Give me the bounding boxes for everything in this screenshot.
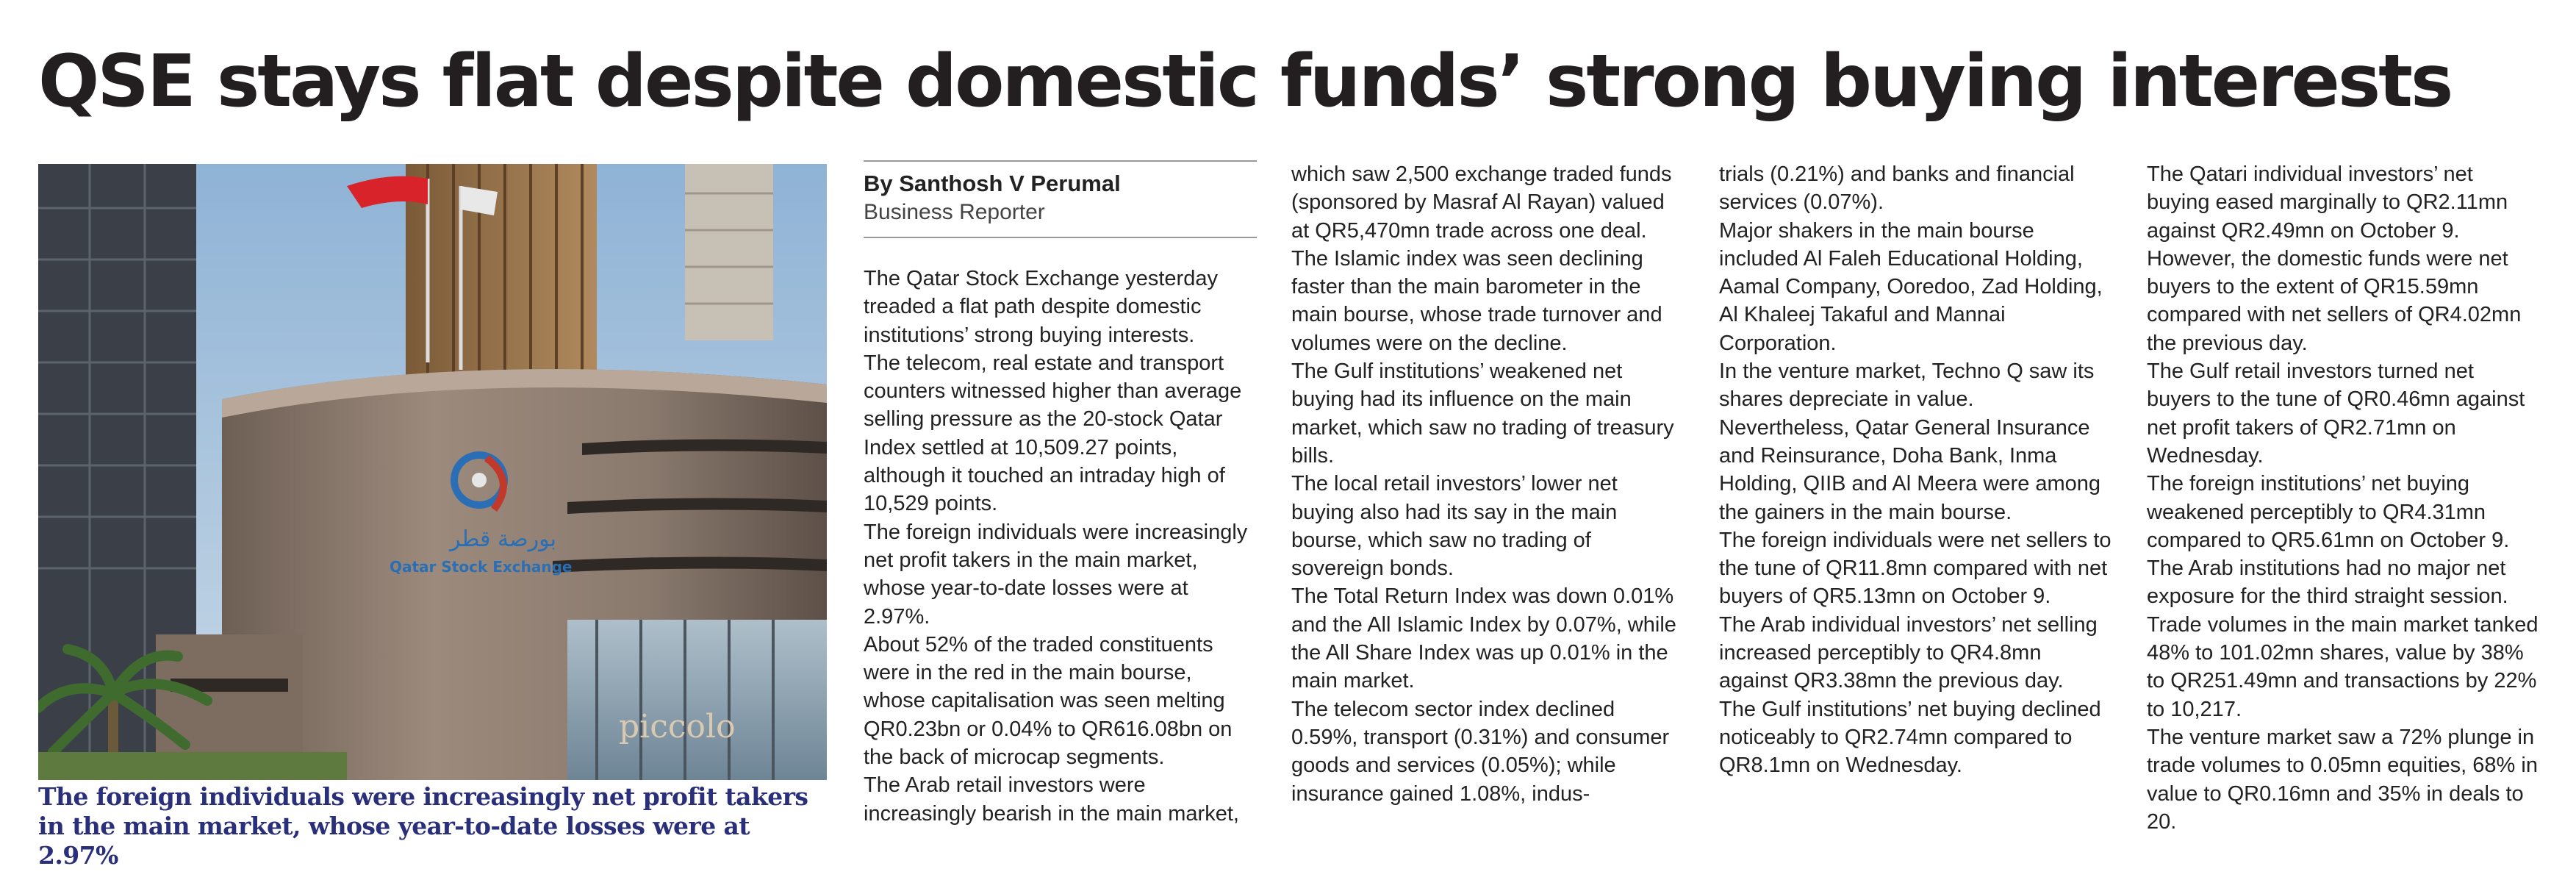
building-sign-arabic: بورصة قطر bbox=[450, 526, 556, 552]
article-column-4 bbox=[2147, 160, 2540, 836]
paragraph: The telecom sector index declined 0.59%, transport (0.31%) and consumer goods and services (0.05%); while insurance gained 1.08%, indus- bbox=[1291, 697, 1670, 806]
article-column-2 bbox=[1291, 160, 1685, 808]
paragraph: The venture market saw a 72% plunge in trade volumes to 0.05mn equities, 68% in value to QR0.16mn and 35% in deals to 20. bbox=[2147, 725, 2538, 834]
paragraph: Nevertheless, Qatar General Insurance and Reinsurance, Doha Bank, Inma Holding, QIIB and Al Meera were among the gainers in the main bourse. bbox=[1719, 415, 2101, 524]
paragraph: The Arab individual investors’ net selling increased perceptibly to QR4.8mn against QR3.38mn the previous day. bbox=[1719, 612, 2098, 693]
paragraph: The foreign individuals were net sellers to the tune of QR11.8mn compared with net buyers of QR5.13mn on October 9. bbox=[1719, 528, 2112, 609]
paragraph: The Gulf institutions’ weakened net buying had its influence on the main market, which saw no trading of treasury bills. bbox=[1291, 359, 1674, 468]
paragraph: The telecom, real estate and transport counters witnessed higher than average selling pressure as the 20-stock Qatar Index settled at 10,509.27 points, although it touched an intraday high of 10,529 points. bbox=[864, 351, 1242, 516]
building-sign-english: Qatar Stock Exchange bbox=[390, 558, 573, 576]
paragraph: Major shakers in the main bourse included Al Faleh Educational Holding, Aamal Company, Ooredoo, Zad Holding, Al Khaleej Takaful and Mannai Corporation. bbox=[1719, 218, 2103, 355]
photo-caption: The foreign individuals were increasingly net profit takers in the main market, whose year-to-date losses were at 2.97% bbox=[38, 782, 808, 870]
paragraph: The Arab retail investors were increasingly bearish in the main market, bbox=[864, 773, 1239, 826]
paragraph: The Qatari individual investors’ net buying eased marginally to QR2.11mn against QR2.49mn on October 9. bbox=[2147, 162, 2508, 243]
paragraph: However, the domestic funds were net buyers to the extent of QR15.59mn compared with net sellers of QR4.02mn the previous day. bbox=[2147, 246, 2522, 355]
paragraph: The Total Return Index was down 0.01% and the All Islamic Index by 0.07%, while the All Share Index was up 0.01% in the main market. bbox=[1291, 584, 1676, 693]
qatar-stock-exchange-photo bbox=[38, 164, 827, 780]
paragraph: The foreign individuals were increasingly net profit takers in the main market, whose year-to-date losses were at 2.97%. bbox=[864, 520, 1248, 629]
paragraph: In the venture market, Techno Q saw its shares depreciate in value. bbox=[1719, 359, 2095, 412]
paragraph: Trade volumes in the main market tanked 48% to 101.02mn shares, value by 38% to QR251.49mn and transactions by 22% to 10,217. bbox=[2147, 612, 2539, 721]
paragraph: The Arab institutions had no major net exposure for the third straight session. bbox=[2147, 557, 2508, 609]
paragraph: The Gulf institutions’ net buying declined noticeably to QR2.74mn compared to QR8.1mn on Wednesday. bbox=[1719, 697, 2101, 778]
paragraph: The foreign institutions’ net buying weakened perceptibly to QR4.31mn compared to QR5.61mn on October 9. bbox=[2147, 472, 2510, 552]
paragraph: which saw 2,500 exchange traded funds (sponsored by Masraf Al Rayan) valued at QR5,470mn trade across one deal. bbox=[1291, 162, 1672, 243]
paragraph: The local retail investors’ lower net buying also had its say in the main bourse, which saw no trading of sovereign bonds. bbox=[1291, 472, 1618, 581]
byline-block bbox=[864, 160, 1257, 238]
byline: By Santhosh V Perumal bbox=[864, 171, 1121, 196]
reporter-role: Business Reporter bbox=[864, 200, 1045, 224]
article-column-1 bbox=[864, 160, 1257, 828]
storefront-sign: piccolo bbox=[619, 708, 736, 745]
paragraph: The Gulf retail investors turned net buyers to the tune of QR0.46mn against net profit takers of QR2.71mn on Wednesday. bbox=[2147, 359, 2525, 468]
headline: QSE stays flat despite domestic funds’ strong buying interests bbox=[38, 40, 2452, 124]
paragraph: About 52% of the traded constituents were in the red in the main bourse, whose capitalisation was seen melting QR0.23bn or 0.04% to QR616.08bn on the back of microcap segments. bbox=[864, 632, 1233, 770]
paragraph: trials (0.21%) and banks and financial services (0.07%). bbox=[1719, 162, 2075, 215]
paragraph: The Qatar Stock Exchange yesterday treaded a flat path despite domestic institutions’ strong buying interests. bbox=[864, 267, 1218, 347]
article-column-3 bbox=[1719, 160, 2112, 780]
paragraph: The Islamic index was seen declining faster than the main barometer in the main bourse, whose trade turnover and volumes were on the decline. bbox=[1291, 246, 1662, 355]
